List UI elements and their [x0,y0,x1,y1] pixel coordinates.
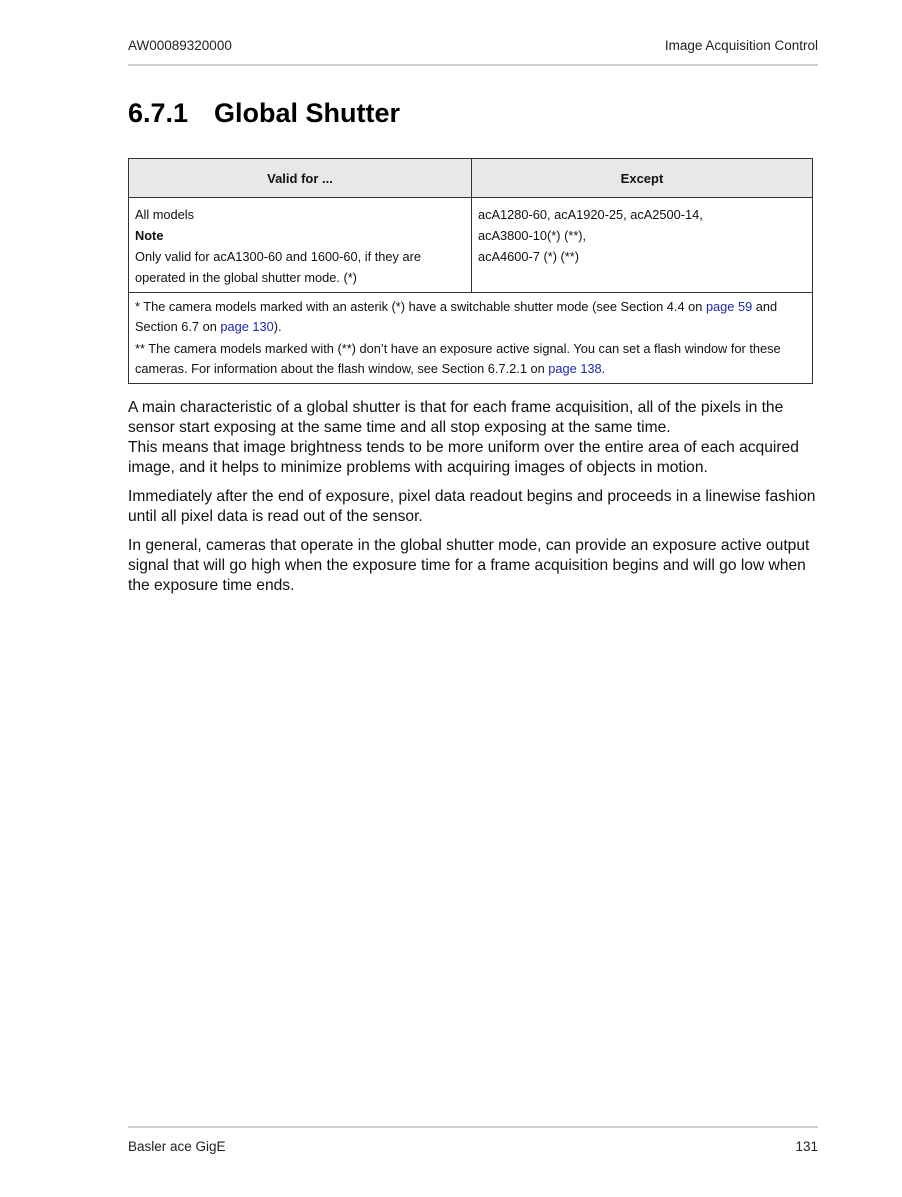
except-line: acA3800-10(*) (**), [478,228,587,243]
page-header [128,38,818,66]
paragraph [128,438,818,478]
valid-for-cell [129,198,472,293]
doc-number: AW00089320000 [128,38,232,53]
except-line: acA1280-60, acA1920-25, acA2500-14, [478,207,703,222]
paragraph [128,398,818,438]
header-except: Except [472,159,813,198]
page-footer [128,1126,818,1154]
table-row [129,198,813,293]
footnote-text: ** The camera models marked with (**) don’t have an exposure active signal. You can set a flash window for these cameras. For information about the flash window, see Section 6.7.2.1 on [135,341,781,376]
section-heading [128,98,400,129]
paragraph-text: In general, cameras that operate in the global shutter mode, can provide an exposure active output signal that will go high when the exposure time for a frame acquisition begins and will go low when the exposure time ends. [128,537,810,594]
footnotes-cell [129,293,813,384]
link-page-138[interactable]: page 138 [548,361,602,376]
footnote-text: and Section 6.7 on [135,299,778,334]
footnote-2 [135,339,806,379]
table-header-row [129,159,813,198]
section-title: Global Shutter [214,98,401,128]
chapter-title: Image Acquisition Control [664,38,818,53]
except-line: acA4600-7 (*) (**) [478,249,579,264]
section-number: 6.7.1 [128,98,189,128]
valid-models: All models [135,207,195,222]
body-text [128,398,818,605]
footnote-1 [135,297,806,337]
page-number: 131 [795,1139,818,1154]
note-label: Note [135,228,164,243]
link-page-59[interactable]: page 59 [705,299,753,314]
product-name: Basler ace GigE [128,1139,226,1154]
header-valid-for: Valid for ... [129,159,472,198]
paragraph-text: Immediately after the end of exposure, pixel data readout begins and proceeds in a linewise fashion until all pixel data is read out of the sensor. [128,488,816,525]
footnote-text: * The camera models marked with an asterik (*) have a switchable shutter mode (see Section 4.4 on [135,299,706,314]
paragraph [128,536,818,596]
link-page-130[interactable]: page 130 [220,319,274,334]
paragraph [128,487,818,527]
except-cell [472,198,813,293]
paragraph-text: This means that image brightness tends to be more uniform over the entire area of each acquired image, and it helps to minimize problems with acquiring images of objects in motion. [128,439,799,476]
paragraph-text: A main characteristic of a global shutter is that for each frame acquisition, all of the pixels in the sensor start exposing at the same time and all stop exposing at the same time. [128,399,784,436]
footnote-text: . [601,361,606,376]
note-text: Only valid for acA1300-60 and 1600-60, if they are operated in the global shutter mode. (*) [135,249,421,285]
validity-table [128,158,813,384]
footnote-text: ). [273,319,282,334]
footnote-row [129,293,813,384]
